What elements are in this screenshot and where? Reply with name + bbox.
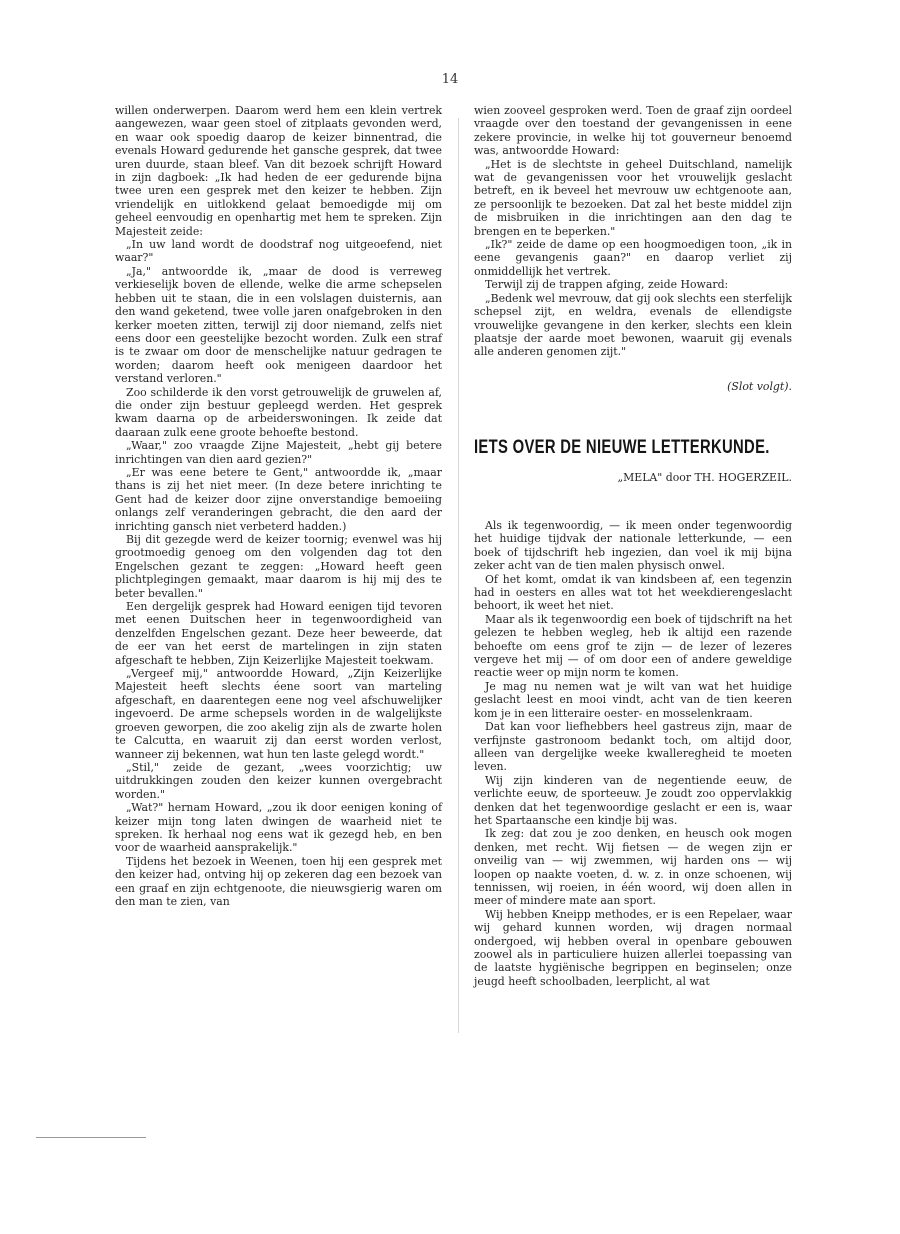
paragraph: „Wat?" hernam Howard, „zou ik door eenigen koning of keizer mijn tong laten dwingen de waarheid niet te spreken. Ik herhaal nog eens wat ik gezegd heb, en ben voor de waarheid aansprakelijk." — [115, 801, 442, 855]
paragraph: Maar als ik tegenwoordig een boek of tijdschrift na het gelezen te hebben wegleg, heb ik altijd een razende behoefte om eens grof te zijn — de lezer of lezeres vergeve het mij — of om door een of andere geweldige reactie weer op mijn norm te komen. — [474, 612, 792, 680]
right-column-top — [474, 104, 792, 359]
paragraph: Ik zeg: dat zou je zoo denken, en heusch ook mogen denken, met recht. Wij fietsen — de wegen zijn er onveilig van — wij zwemmen, wij harden ons — wij loopen op naakte voeten, d. w. z. in onze schoenen, wij tennissen, wij roeien, in één woord, wij doen allen in meer of mindere mate aan sport. — [474, 827, 792, 908]
paragraph: Dat kan voor liefhebbers heel gastreus zijn, maar de verfijnste gastronoom bedankt toch, om altijd door, alleen van dergelijke weeke kwalleregheid te moeten leven. — [474, 720, 792, 774]
paragraph: „Bedenk wel mevrouw, dat gij ook slechts een sterfelijk schepsel zijt, en weldra, evenals de ellendigste vrouwelijke gevangene in den kerker, slechts een klein plaatsje der aarde moet bewonen, waaruit gij evenals alle anderen genomen zijt." — [474, 291, 792, 359]
paragraph: wien zooveel gesproken werd. Toen de graaf zijn oordeel vraagde over den toestand der gevangenissen in eene zekere provincie, in welke hij tot gouverneur benoemd was, antwoordde Howard: — [474, 104, 792, 158]
left-column — [115, 104, 442, 908]
paragraph: Wij zijn kinderen van de negentiende eeuw, de verlichte eeuw, de sporteeuw. Je zoudt zoo oppervlakkig denken dat het tegenwoordige geslacht er een is, waar het Spartaansche een kindje bij was. — [474, 773, 792, 827]
paragraph: Terwijl zij de trappen afging, zeide Howard: — [485, 278, 729, 292]
paragraph: Of het komt, omdat ik van kindsbeen af, een tegenzin had in oesters en alles wat tot het weekdierengeslacht behoort, ik weet het niet. — [474, 572, 792, 613]
footnote-rule — [36, 1137, 146, 1138]
paragraph: Tijdens het bezoek in Weenen, toen hij een gesprek met den keizer had, ontving hij op zekeren dag een bezoek van een graaf en zijn echtgenoote, die nieuwsgierig waren om den man te zien, van — [115, 854, 442, 908]
paragraph: Je mag nu nemen wat je wilt van wat het huidige geslacht leest en mooi vindt, acht van de tien keeren kom je in een litteraire oester- en mosselenkraam. — [474, 679, 792, 720]
article-title: IETS OVER DE NIEUWE LETTERKUNDE. — [474, 437, 770, 458]
paragraph: „Waar," zoo vraagde Zijne Majesteit, „hebt gij betere inrichtingen van dien aard gezien?" — [115, 439, 442, 466]
paragraph: Bij dit gezegde werd de keizer toornig; evenwel was hij grootmoedig genoeg om den volgenden dag tot den Engelschen gezant te zeggen: „Howard heeft geen plichtplegingen gemaakt, maar daarom is hij mij des te beter bevallen." — [115, 533, 442, 600]
continuation-note: (Slot volgt). — [727, 380, 792, 393]
paragraph: „Ik?" zeide de dame op een hoogmoedigen toon, „ik in eene gevangenis gaan?" en daarop verliet zij onmiddellijk het vertrek. — [474, 238, 792, 278]
paragraph: „Vergeef mij," antwoordde Howard, „Zijn Keizerlijke Majesteit heeft slechts éene soort van marteling afgeschaft, en daarentegen eene nog veel afschuwelijker ingevoerd. De arme schepsels worden in de walgelijkste groeven geworpen, die zoo akelig zijn als de zwarte holen te Calcutta, en waaruit zij dan eerst worden verlost, wanneer zij bekennen, wat hun ten laste gelegd wordt." — [115, 667, 442, 761]
paragraph: Zoo schilderde ik den vorst getrouwelijk de gruwelen af, die onder zijn bestuur gepleegd werden. Het gesprek kwam daarna op de arbeiderswoningen. Ik zeide dat daaraan zulk eene groote behoefte bestond. — [115, 385, 442, 439]
paragraph: „Het is de slechtste in geheel Duitschland, namelijk wat de gevangenissen voor het vrouwelijk geslacht betreft, en ik beveel het mevrouw uw echtgenoote aan, ze persoonlijk te bezoeken. Dat zal het beste middel zijn de misbruiken in die inrichtingen aan den dag te brengen en te beperken." — [474, 157, 792, 238]
paragraph: „Stil," zeide de gezant, „wees voorzichtig; uw uitdrukkingen zouden den keizer kunnen overgebracht worden." — [115, 760, 442, 801]
paragraph: willen onderwerpen. Daarom werd hem een klein vertrek aangewezen, waar geen stoel of zitplaats gevonden werd, en waar ook spoedig daarop de keizer binnentrad, die evenals Howard gedurende het gansche gesprek, dat twee uren duurde, staan bleef. Van dit bezoek schrijft Howard in zijn dagboek: „Ik had heden de eer gedurende bijna twee uren een gesprek met den keizer te hebben. Zijn vriendelijk en uitlokkend gelaat bemoedigde mij om geheel eenvoudig en openhartig met hem te spreken. Zijn Majesteit zeide: — [115, 104, 442, 238]
page-number: 14 — [441, 72, 459, 87]
right-column-bottom — [474, 519, 792, 988]
paragraph: „Ja," antwoordde ik, „maar de dood is verreweg verkieselijk boven de ellende, welke die arme schepselen hebben uit te staan, die in een volslagen duisternis, aan den wand geketend, twee volle jaren onafgebroken in den kerker moeten zitten, terwijl zij door niemand, zelfs niet eens door een geestelijke bezocht worden. Zulk een straf is te zwaar om door de menschelijke natuur gedragen te worden; daarom heeft ook menigeen daardoor het verstand verloren." — [115, 264, 442, 386]
paragraph: Als ik tegenwoordig, — ik meen onder tegenwoordig het huidige tijdvak der nationale letterkunde, — een boek of tijdschrift heb ingezien, dan voel ik mij bijna zeker acht van de tien malen physisch onwel. — [474, 519, 792, 573]
paragraph: „In uw land wordt de doodstraf nog uitgeoefend, niet waar?" — [115, 238, 442, 265]
paragraph: Wij hebben Kneipp methodes, er is een Repelaer, waar wij gehard kunnen worden, wij dragen normaal ondergoed, wij hebben overal in openbare gebouwen zoowel als in particuliere huizen allerlei toepassing van de laatste hygiënische begrippen en beginselen; onze jeugd heeft schoolbaden, leerplicht, al wat — [474, 907, 792, 988]
paragraph: „Er was eene betere te Gent," antwoordde ik, „maar thans is zij het niet meer. (In deze betere inrichting te Gent had de keizer door zijne onverstandige bemoeiing onlangs zelf veranderingen gebracht, die den aard der inrichting gansch niet verbeterd hadden.) — [115, 465, 442, 533]
article-byline: „MELA" door TH. HOGERZEIL. — [617, 471, 792, 484]
column-divider — [458, 118, 459, 1033]
paragraph: Een dergelijk gesprek had Howard eenigen tijd tevoren met eenen Duitschen heer in tegenwoordigheid van denzelfden Engelschen gezant. Deze heer beweerde, dat de eer van het eerst de martelingen in zijn staten afgeschaft te hebben, Zijn Keizerlijke Majesteit toekwam. — [115, 600, 442, 667]
